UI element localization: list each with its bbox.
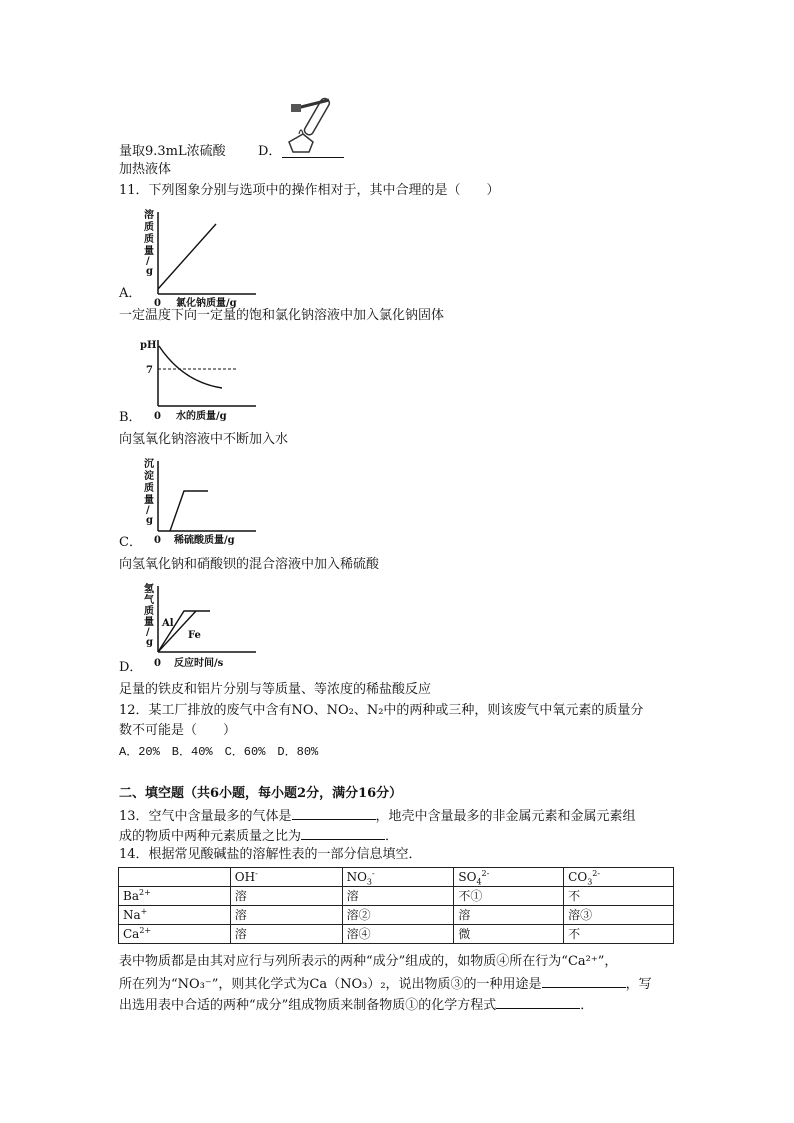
q11-a-y-char: 质 [144,222,154,233]
table-header-row [119,868,674,887]
table-cell: 溶 [342,887,454,906]
q11-a-x-axis-label: 氯化钠质量/g [176,298,237,309]
q11-option-d-label: D． [119,660,143,675]
q12-stem-line1: 12．某工厂排放的废气中含有NO、NO₂、N₂中的两种或三种，则该废气中氧元素的质量分 [119,703,644,718]
q11-c-origin: 0 [154,535,161,546]
q14-line3-a: 出选用表中合适的两种“成分”组成物质来制备物质①的化学方程式 [119,998,497,1013]
q13-blank-1[interactable] [292,807,376,820]
q14-blank-2[interactable] [496,996,580,1009]
q10-option-c-text: 量取9.3mL浓硫酸 [119,144,226,159]
q11-b-y-label: pH [140,340,157,351]
q11-b-x-axis-label: 水的质量/g [176,411,227,422]
q13-line1-a: 13．空气中含量最多的气体是 [119,809,292,824]
q11-graph-a [138,204,258,309]
q11-d-y-char: 质 [144,606,154,617]
q11-a-y-char: 质 [144,234,154,245]
table-row [119,925,674,944]
q11-d-origin: 0 [154,658,161,669]
table-header-cell [119,868,231,887]
table-row-ion: $Ca^{2+}$ [119,925,231,944]
q11-graph-d [138,580,258,670]
table-cell: 溶 [454,906,564,925]
table-header-cell: $SO_4^{2-}$ [454,868,564,887]
q11-c-x-axis-label: 稀硫酸质量/g [174,535,235,546]
table-cell: 溶 [230,925,342,944]
q11-c-y-char: 淀 [144,471,154,482]
q11-d-series-al: Al [162,618,174,629]
table-cell: 溶③ [564,906,674,925]
q14-paragraph-line2 [119,975,652,993]
q11-option-c-caption: 向氢氧化钠和硝酸钡的混合溶液中加入稀硫酸 [119,557,380,572]
table-row-ion: Na+ [119,906,231,925]
q11-graph-c [138,455,258,547]
q10-option-d-underline [282,157,344,158]
q13-line2 [119,827,398,845]
q11-d-y-char: g [146,637,153,648]
q11-a-y-char: / [146,256,150,267]
q11-a-origin: 0 [154,298,161,309]
table-row [119,906,674,925]
q11-b-origin: 0 [154,411,161,422]
table-row-ion: $Ba^{2+}$ [119,887,231,906]
table-cell: 溶 [230,887,342,906]
solubility-table [118,867,674,944]
q11-option-a-caption: 一定温度下向一定量的饱和氯化钠溶液中加入氯化钠固体 [119,308,445,323]
q11-c-y-char: 质 [144,483,154,494]
heating-liquid-apparatus-image [285,94,345,156]
q11-d-y-char: / [146,627,150,638]
q14-blank-1[interactable] [542,975,626,988]
q10-option-d-label: D． [258,144,282,159]
q11-a-y-char: g [146,266,153,277]
q11-b-y-tick: 7 [146,365,153,376]
q13-line1 [119,807,636,825]
table-cell: 溶② [342,906,454,925]
q14-line3-b: ． [580,998,594,1013]
q14-line2-b: ，写 [625,977,652,992]
table-cell: 溶 [230,906,342,925]
table-header-cell: $CO_3^{2-}$ [564,868,674,887]
table-cell: 溶④ [342,925,454,944]
q11-option-c-label: C． [119,535,142,550]
q11-d-x-axis-label: 反应时间/s [174,658,224,669]
q11-option-b-caption: 向氢氧化钠溶液中不断加入水 [119,432,289,447]
table-cell: 不 [564,925,674,944]
q11-d-y-char: 氢 [144,584,154,595]
q13-line2-a: 成的物质中两种元素质量之比为 [119,829,302,844]
q13-blank-2[interactable] [301,827,385,840]
table-cell: 不① [454,887,564,906]
q11-a-y-char: 量 [144,246,154,257]
table-cell: 不 [564,887,674,906]
q11-c-y-char: 沉 [144,459,154,470]
q11-d-y-char: 气 [144,595,154,606]
q11-option-d-caption: 足量的铁皮和铝片分别与等质量、等浓度的稀盐酸反应 [119,682,432,697]
q13-line1-b: ，地壳中含量最多的非金属元素和金属元素组 [375,809,636,824]
q11-c-y-char: g [146,515,153,526]
q12-stem-line2: 数不可能是（ ） [119,723,237,738]
table-header-cell: $NO_3^-$ [342,868,454,887]
q13-line2-b: ． [385,829,399,844]
q14-line2-a: 所在列为“NO₃⁻”，则其化学式为Ca（NO₃）₂，说出物质③的一种用途是 [119,977,542,992]
q11-d-y-char: 量 [144,617,154,628]
q11-option-b-label: B． [119,410,142,425]
q10-option-d-text: 加热液体 [119,162,172,177]
table-header-cell: OH- [230,868,342,887]
q11-c-y-char: 量 [144,495,154,506]
section2-title: 二、填空题（共6小题，每小题2分，满分16分） [119,786,403,801]
q11-graph-b [138,334,258,422]
q11-a-y-char: 溶 [144,210,154,221]
q11-stem: 11．下列图象分别与选项中的操作相对于，其中合理的是（ ） [119,183,500,198]
q14-paragraph-line1: 表中物质都是由其对应行与列所表示的两种“成分”组成的，如物质④所在行为“Ca²⁺”， [119,954,618,969]
table-cell: 微 [454,925,564,944]
q12-options: A．20% B．40% C．60% D．80% [119,745,319,759]
q14-paragraph-line3 [119,996,593,1014]
q14-stem: 14．根据常见酸碱盐的溶解性表的一部分信息填空． [119,847,422,862]
q11-c-y-char: / [146,505,150,516]
table-row [119,887,674,906]
q11-option-a-label: A． [119,286,142,301]
q11-d-series-fe: Fe [188,630,201,641]
